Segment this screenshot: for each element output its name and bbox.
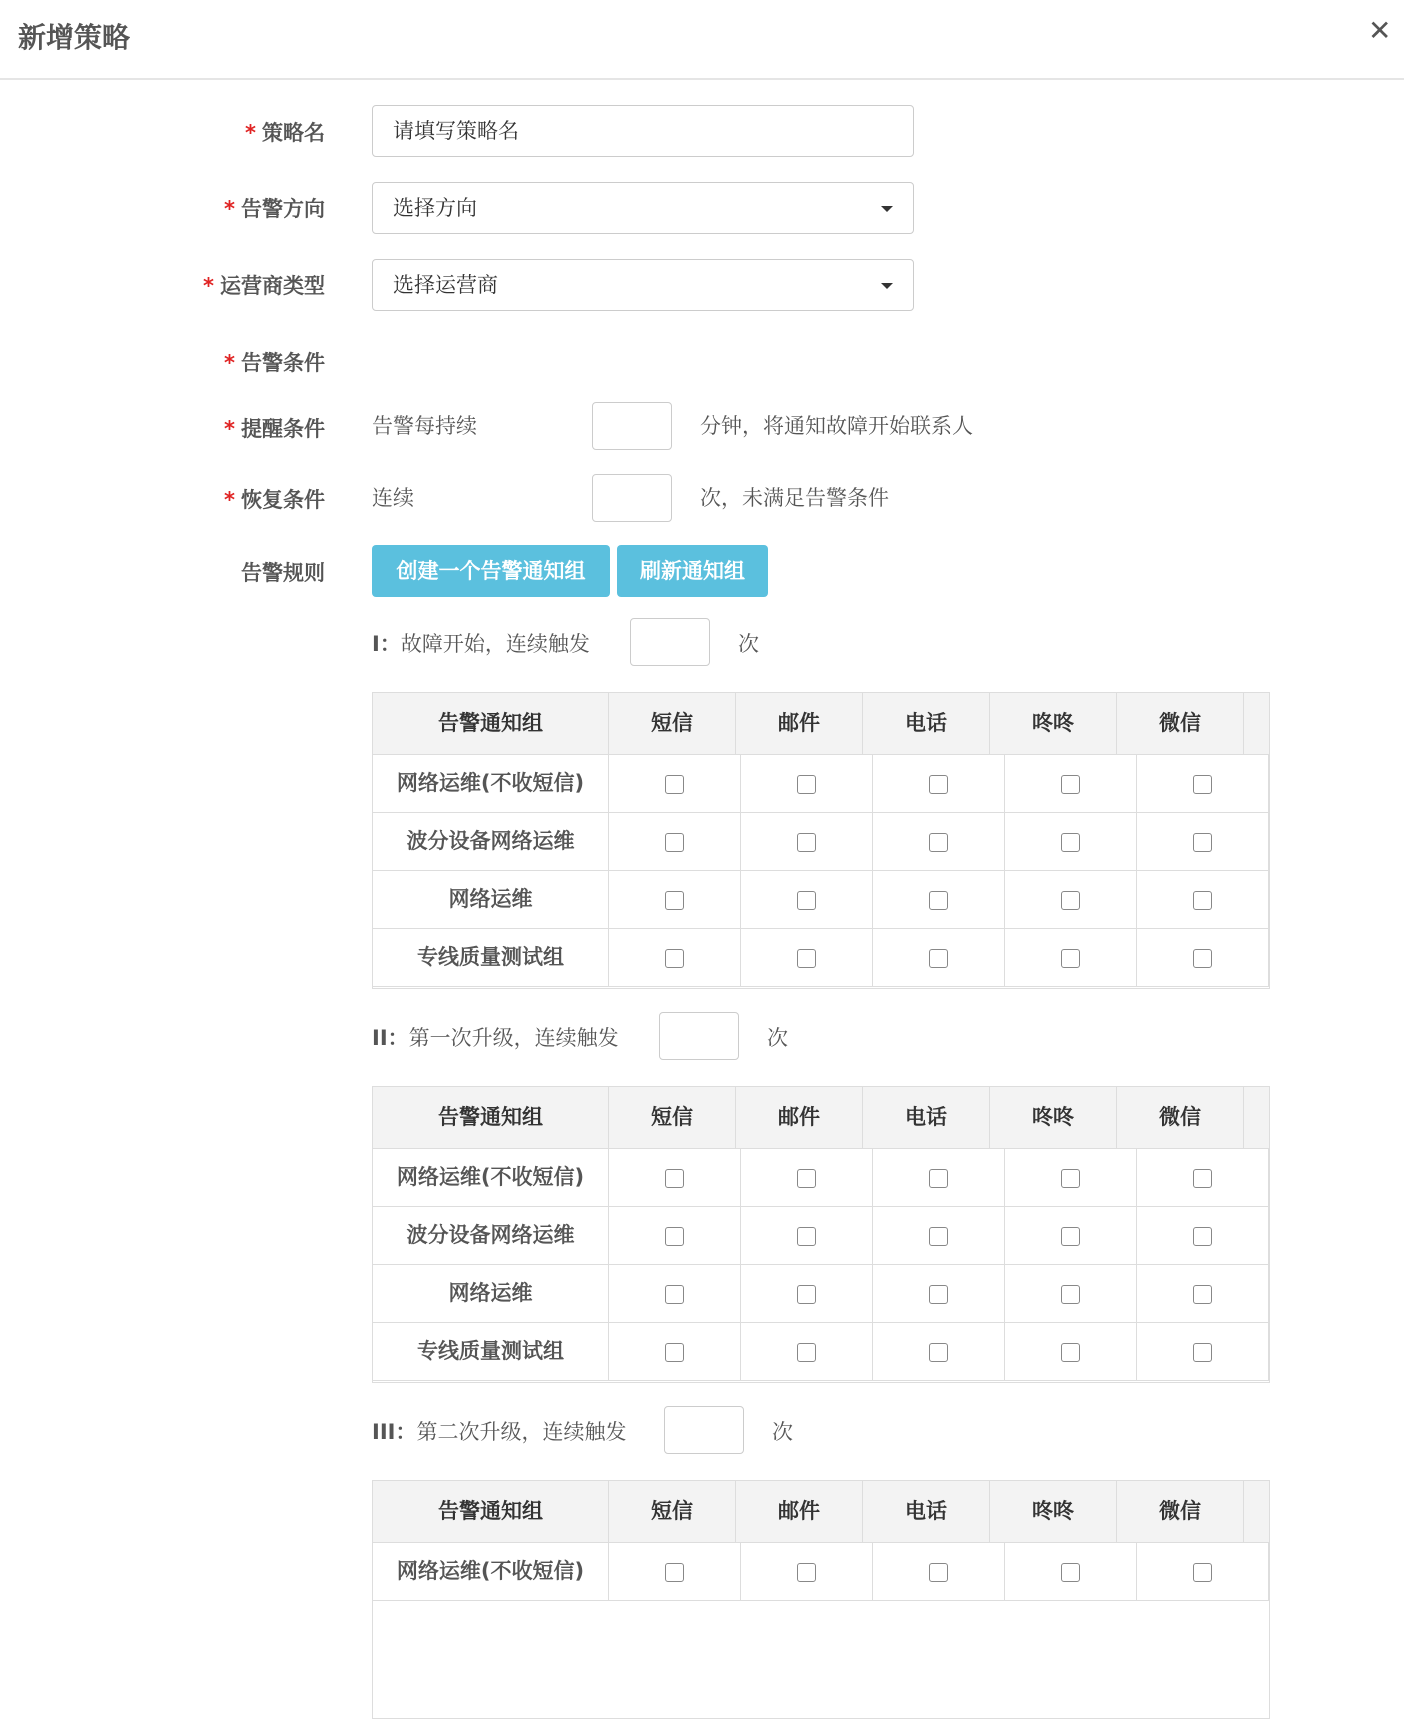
channel-cell bbox=[609, 755, 741, 812]
table-row bbox=[373, 813, 1269, 871]
channel-checkbox[interactable] bbox=[797, 1227, 816, 1246]
trigger-count-unit: 次 bbox=[772, 1420, 793, 1444]
label-text: 运营商类型 bbox=[220, 274, 325, 298]
channel-cell bbox=[873, 1323, 1005, 1380]
channel-checkbox[interactable] bbox=[929, 1227, 948, 1246]
table-header-cell: 电话 bbox=[863, 1481, 990, 1542]
carrier-label bbox=[0, 270, 325, 300]
channel-checkbox[interactable] bbox=[1193, 1563, 1212, 1582]
channel-cell bbox=[873, 755, 1005, 812]
notify-group-name: 网络运维(不收短信) bbox=[373, 1543, 609, 1600]
policy-name-label bbox=[0, 117, 325, 147]
channel-cell bbox=[1005, 1543, 1137, 1600]
table-header-cell: 电话 bbox=[863, 693, 990, 754]
channel-checkbox[interactable] bbox=[1061, 833, 1080, 852]
channel-cell bbox=[1005, 1265, 1137, 1322]
channel-checkbox[interactable] bbox=[929, 1343, 948, 1362]
level-roman: II： bbox=[372, 1026, 409, 1050]
table-header-cell: 邮件 bbox=[736, 693, 863, 754]
escalation-level-label bbox=[372, 1416, 626, 1446]
channel-cell bbox=[741, 1265, 873, 1322]
reminder-prefix: 告警每持续 bbox=[372, 414, 477, 438]
label-text: 策略名 bbox=[262, 121, 325, 145]
channel-cell bbox=[1137, 1323, 1269, 1380]
channel-cell bbox=[609, 1207, 741, 1264]
channel-checkbox[interactable] bbox=[665, 1563, 684, 1582]
channel-checkbox[interactable] bbox=[1193, 1343, 1212, 1362]
channel-cell bbox=[609, 1265, 741, 1322]
policy-name-placeholder: 请填写策略名 bbox=[393, 119, 519, 143]
level-text: 故障开始，连续触发 bbox=[400, 632, 590, 656]
channel-checkbox[interactable] bbox=[665, 1169, 684, 1188]
table-header-cell: 短信 bbox=[609, 1087, 736, 1148]
table-header-cell: 微信 bbox=[1117, 1481, 1244, 1542]
direction-label bbox=[0, 193, 325, 223]
channel-cell bbox=[1005, 813, 1137, 870]
channel-checkbox[interactable] bbox=[929, 833, 948, 852]
channel-checkbox[interactable] bbox=[1193, 833, 1212, 852]
table-row bbox=[373, 929, 1269, 987]
channel-cell bbox=[609, 1149, 741, 1206]
chevron-down-icon bbox=[881, 206, 893, 212]
trigger-count-input[interactable] bbox=[630, 618, 710, 666]
table-row bbox=[373, 871, 1269, 929]
channel-checkbox[interactable] bbox=[1193, 949, 1212, 968]
table-row bbox=[373, 1149, 1269, 1207]
table-header-row bbox=[373, 693, 1269, 755]
required-mark: * bbox=[203, 274, 214, 298]
channel-cell bbox=[741, 813, 873, 870]
channel-checkbox[interactable] bbox=[797, 1563, 816, 1582]
channel-checkbox[interactable] bbox=[1061, 891, 1080, 910]
policy-name-input[interactable] bbox=[372, 105, 914, 157]
table-row bbox=[373, 1265, 1269, 1323]
channel-checkbox[interactable] bbox=[929, 891, 948, 910]
notify-group-table bbox=[372, 1086, 1270, 1383]
channel-cell bbox=[1137, 813, 1269, 870]
reminder-minutes-input[interactable] bbox=[592, 402, 672, 450]
table-header-cell: 微信 bbox=[1117, 1087, 1244, 1148]
escalation-level-label bbox=[372, 628, 590, 658]
escalation-level-label bbox=[372, 1022, 619, 1052]
channel-checkbox[interactable] bbox=[665, 891, 684, 910]
notify-group-name: 专线质量测试组 bbox=[373, 1323, 609, 1380]
table-row bbox=[373, 755, 1269, 813]
channel-checkbox[interactable] bbox=[797, 949, 816, 968]
recovery-suffix: 次，未满足告警条件 bbox=[700, 486, 889, 510]
channel-checkbox[interactable] bbox=[797, 1285, 816, 1304]
channel-cell bbox=[741, 871, 873, 928]
channel-checkbox[interactable] bbox=[929, 1285, 948, 1304]
required-mark: * bbox=[245, 121, 256, 145]
channel-cell bbox=[1137, 929, 1269, 986]
table-header-cell: 短信 bbox=[609, 693, 736, 754]
modal-header bbox=[0, 0, 1404, 80]
channel-checkbox[interactable] bbox=[1061, 1227, 1080, 1246]
table-header-cell: 咚咚 bbox=[990, 1481, 1117, 1542]
refresh-notify-group-button[interactable]: 刷新通知组 bbox=[617, 545, 768, 597]
modal-title: 新增策略 bbox=[18, 21, 131, 54]
table-row bbox=[373, 1543, 1269, 1601]
channel-cell bbox=[873, 929, 1005, 986]
channel-checkbox[interactable] bbox=[665, 1227, 684, 1246]
reminder-suffix: 分钟，将通知故障开始联系人 bbox=[700, 414, 973, 438]
channel-cell bbox=[873, 871, 1005, 928]
notify-group-name: 波分设备网络运维 bbox=[373, 813, 609, 870]
channel-checkbox[interactable] bbox=[929, 775, 948, 794]
notify-group-name: 网络运维 bbox=[373, 871, 609, 928]
direction-select[interactable] bbox=[372, 182, 914, 234]
channel-cell bbox=[741, 1149, 873, 1206]
channel-checkbox[interactable] bbox=[665, 949, 684, 968]
notify-group-table bbox=[372, 692, 1270, 989]
notify-group-name: 网络运维(不收短信) bbox=[373, 1149, 609, 1206]
level-roman: I： bbox=[372, 632, 401, 656]
table-row bbox=[373, 1323, 1269, 1381]
table-header-cell: 告警通知组 bbox=[373, 693, 609, 754]
table-header-cell: 电话 bbox=[863, 1087, 990, 1148]
notify-group-name: 专线质量测试组 bbox=[373, 929, 609, 986]
required-mark: * bbox=[224, 488, 235, 512]
channel-cell bbox=[1005, 1323, 1137, 1380]
label-text: 告警方向 bbox=[241, 197, 325, 221]
channel-cell bbox=[1137, 1207, 1269, 1264]
trigger-count-input[interactable] bbox=[664, 1406, 744, 1454]
notify-group-table bbox=[372, 1480, 1270, 1719]
trigger-count-unit: 次 bbox=[767, 1026, 788, 1050]
table-header-cell: 告警通知组 bbox=[373, 1087, 609, 1148]
required-mark: * bbox=[224, 197, 235, 221]
channel-checkbox[interactable] bbox=[1061, 1169, 1080, 1188]
channel-cell bbox=[873, 1149, 1005, 1206]
channel-cell bbox=[1137, 1543, 1269, 1600]
channel-cell bbox=[741, 929, 873, 986]
close-icon[interactable]: ✕ bbox=[1368, 14, 1392, 47]
channel-checkbox[interactable] bbox=[665, 1285, 684, 1304]
channel-cell bbox=[873, 1265, 1005, 1322]
label-text: 告警条件 bbox=[241, 351, 325, 375]
table-header-cell: 邮件 bbox=[736, 1087, 863, 1148]
channel-checkbox[interactable] bbox=[797, 833, 816, 852]
notify-group-name: 波分设备网络运维 bbox=[373, 1207, 609, 1264]
rules-label: 告警规则 bbox=[241, 561, 325, 585]
table-header-cell: 短信 bbox=[609, 1481, 736, 1542]
channel-cell bbox=[1137, 1149, 1269, 1206]
channel-checkbox[interactable] bbox=[797, 775, 816, 794]
notify-group-name: 网络运维 bbox=[373, 1265, 609, 1322]
channel-checkbox[interactable] bbox=[1061, 1285, 1080, 1304]
recovery-prefix: 连续 bbox=[372, 486, 414, 510]
channel-cell bbox=[1005, 755, 1137, 812]
channel-checkbox[interactable] bbox=[1193, 1285, 1212, 1304]
channel-cell bbox=[609, 1323, 741, 1380]
channel-cell bbox=[1005, 929, 1137, 986]
label-text: 恢复条件 bbox=[241, 488, 325, 512]
channel-cell bbox=[741, 1543, 873, 1600]
required-mark: * bbox=[224, 417, 235, 441]
table-header-cell: 咚咚 bbox=[990, 693, 1117, 754]
trigger-count-unit: 次 bbox=[738, 632, 759, 656]
channel-checkbox[interactable] bbox=[665, 775, 684, 794]
channel-checkbox[interactable] bbox=[1193, 1169, 1212, 1188]
channel-cell bbox=[609, 871, 741, 928]
channel-checkbox[interactable] bbox=[797, 891, 816, 910]
channel-cell bbox=[741, 755, 873, 812]
required-mark: * bbox=[224, 351, 235, 375]
table-header-cell: 告警通知组 bbox=[373, 1481, 609, 1542]
channel-checkbox[interactable] bbox=[1061, 1563, 1080, 1582]
table-header-cell: 咚咚 bbox=[990, 1087, 1117, 1148]
channel-checkbox[interactable] bbox=[1061, 775, 1080, 794]
table-header-row bbox=[373, 1481, 1269, 1543]
level-text: 第一次升级，连续触发 bbox=[408, 1026, 619, 1050]
channel-cell bbox=[873, 813, 1005, 870]
reminder-label bbox=[0, 413, 325, 443]
channel-cell bbox=[873, 1543, 1005, 1600]
channel-cell bbox=[741, 1323, 873, 1380]
channel-checkbox[interactable] bbox=[665, 833, 684, 852]
channel-checkbox[interactable] bbox=[1061, 949, 1080, 968]
carrier-select[interactable] bbox=[372, 259, 914, 311]
chevron-down-icon bbox=[881, 283, 893, 289]
channel-cell bbox=[873, 1207, 1005, 1264]
channel-checkbox[interactable] bbox=[929, 1169, 948, 1188]
table-header-row bbox=[373, 1087, 1269, 1149]
direction-selected: 选择方向 bbox=[393, 196, 477, 220]
create-notify-group-button[interactable]: 创建一个告警通知组 bbox=[372, 545, 610, 597]
level-roman: III： bbox=[372, 1420, 417, 1444]
channel-cell bbox=[609, 1543, 741, 1600]
channel-cell bbox=[609, 813, 741, 870]
channel-cell bbox=[1137, 755, 1269, 812]
channel-checkbox[interactable] bbox=[929, 1563, 948, 1582]
carrier-selected: 选择运营商 bbox=[393, 273, 498, 297]
recovery-label bbox=[0, 484, 325, 514]
condition-label bbox=[0, 347, 325, 377]
channel-checkbox[interactable] bbox=[797, 1169, 816, 1188]
table-header-cell: 微信 bbox=[1117, 693, 1244, 754]
channel-checkbox[interactable] bbox=[929, 949, 948, 968]
channel-cell bbox=[609, 929, 741, 986]
level-text: 第二次升级，连续触发 bbox=[416, 1420, 627, 1444]
recovery-count-input[interactable] bbox=[592, 474, 672, 522]
channel-cell bbox=[1005, 1149, 1137, 1206]
channel-checkbox[interactable] bbox=[1061, 1343, 1080, 1362]
channel-cell bbox=[1137, 1265, 1269, 1322]
channel-cell bbox=[1005, 871, 1137, 928]
channel-cell bbox=[1005, 1207, 1137, 1264]
trigger-count-input[interactable] bbox=[659, 1012, 739, 1060]
channel-cell bbox=[1137, 871, 1269, 928]
channel-checkbox[interactable] bbox=[797, 1343, 816, 1362]
channel-checkbox[interactable] bbox=[1193, 891, 1212, 910]
table-row bbox=[373, 1207, 1269, 1265]
channel-checkbox[interactable] bbox=[1193, 1227, 1212, 1246]
notify-group-name: 网络运维(不收短信) bbox=[373, 755, 609, 812]
channel-cell bbox=[741, 1207, 873, 1264]
table-header-cell: 邮件 bbox=[736, 1481, 863, 1542]
label-text: 提醒条件 bbox=[241, 417, 325, 441]
channel-checkbox[interactable] bbox=[1193, 775, 1212, 794]
channel-checkbox[interactable] bbox=[665, 1343, 684, 1362]
